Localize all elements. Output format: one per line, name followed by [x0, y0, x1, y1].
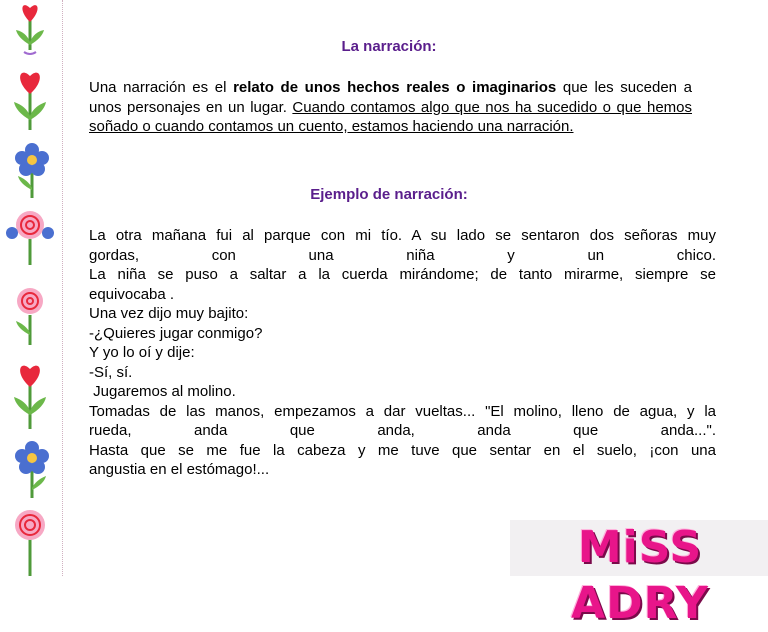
story-line: La niña se puso a saltar a la cuerda mirándome; de tanto mirarme, siempre se — [89, 266, 716, 283]
blue-flower-icon — [0, 438, 62, 498]
story-line: Tomadas de las manos, empezamos a dar vueltas... "El molino, lleno de agua, y la — [89, 402, 716, 420]
intro-bold-text: relato de unos hechos reales o imaginarios — [233, 79, 557, 96]
lollipop-flower-icon — [0, 285, 62, 345]
intro-paragraph — [89, 78, 692, 137]
heart-flower-icon — [0, 62, 62, 132]
story-line: equivocaba . — [89, 285, 175, 303]
intro-text-1: Una narración es el — [89, 79, 234, 96]
story-line: Y yo lo oí y dije: — [89, 344, 195, 361]
lollipop-flower-icon — [0, 205, 62, 265]
story-line: Hasta que se me fue la cabeza y me tuve que sentar en el suelo, ¡con una — [89, 441, 716, 459]
logo-text: MiSS ADRY — [571, 522, 709, 629]
story-line: -Sí, sí. — [89, 363, 133, 381]
logo — [510, 520, 768, 629]
page-title: La narración: — [341, 38, 437, 55]
story-line: La otra mañana fui al parque con mi tío. A su lado se sentaron dos señoras muy — [89, 227, 716, 244]
intro-text-2: que les suceden a unos personajes en un lugar. — [89, 79, 692, 116]
story-line: rueda, anda que anda, anda que anda...". — [89, 422, 716, 439]
heart-flower-icon — [0, 355, 62, 430]
story-line: Jugaremos al molino. — [89, 383, 236, 400]
flower-border — [0, 0, 63, 576]
story-line: angustia en el estómago!... — [89, 461, 270, 478]
lollipop-flower-icon — [0, 505, 62, 576]
story-line: gordas, con una niña y un chico. — [89, 246, 716, 264]
story-line: Una vez dijo muy bajito: — [89, 305, 249, 322]
intro-underlined-text: Cuando contamos algo que nos ha sucedido o que hemos soñado o cuando contamos un cuento, estamos haciendo una narración. — [89, 98, 692, 135]
example-title: Ejemplo de narración: — [310, 186, 468, 203]
story-text — [89, 226, 716, 480]
story-line: -¿Quieres jugar conmigo? — [89, 324, 263, 342]
